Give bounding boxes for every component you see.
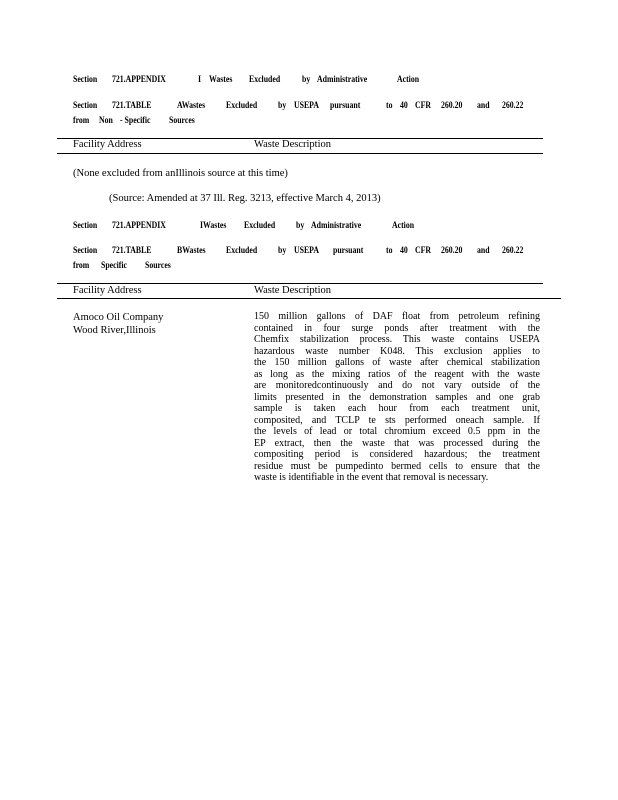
description-line: as long as the mixing ratios of the reagent with the waste bbox=[254, 368, 540, 380]
description-line: 150 million gallons of DAF float from petroleum refining bbox=[254, 311, 540, 322]
header-word: Section bbox=[73, 101, 98, 111]
description-line: EP extract, then the waste that was processed during the bbox=[254, 437, 540, 449]
header-word: Section bbox=[73, 75, 98, 85]
header-word: Excluded bbox=[244, 221, 276, 231]
header-word: to bbox=[386, 246, 393, 256]
header-word: Wastes bbox=[209, 75, 233, 85]
header-word: USEPA bbox=[294, 246, 319, 256]
header-word: USEPA bbox=[294, 101, 319, 111]
header-word: 40 bbox=[400, 246, 408, 256]
header-word: 721.APPENDIX bbox=[112, 221, 166, 231]
header-word: - Specific bbox=[120, 116, 151, 126]
header-word: by bbox=[278, 246, 287, 256]
column-header-waste: Waste Description bbox=[254, 285, 332, 296]
header-word: CFR bbox=[415, 246, 432, 256]
header-word: I bbox=[198, 75, 202, 85]
description-line: waste is identifiable in the event that removal is necessary. bbox=[254, 472, 489, 483]
header-word: and bbox=[477, 246, 490, 256]
header-word: Administrative bbox=[311, 221, 362, 231]
description-line: hazardous waste number K048. This exclusion applies to bbox=[254, 345, 540, 357]
header-word: by bbox=[296, 221, 305, 231]
header-word: by bbox=[302, 75, 311, 85]
description-line: composited, and TCLP te sts performed oneach sample. If bbox=[254, 414, 540, 426]
description-line: Chemfix stabilization process. This waste contains USEPA bbox=[254, 334, 540, 345]
column-header-waste: Waste Description bbox=[254, 139, 332, 150]
description-line: contained in four surge ponds after treatment with the bbox=[254, 322, 540, 334]
header-word: Sources bbox=[169, 116, 195, 126]
table-header-rule bbox=[57, 298, 561, 299]
header-word: Excluded bbox=[226, 246, 258, 256]
facility-name: Amoco Oil Company bbox=[73, 312, 164, 323]
header-word: 40 bbox=[400, 101, 408, 111]
header-word: pursuant bbox=[330, 101, 361, 111]
header-word: Section bbox=[73, 221, 98, 231]
column-header-facility: Facility Address bbox=[73, 139, 142, 150]
column-header-facility: Facility Address bbox=[73, 285, 142, 296]
description-line: residue must be pumpedinto bermed cells to ensure that the bbox=[254, 460, 540, 472]
header-word: 721.APPENDIX bbox=[112, 75, 166, 85]
header-word: CFR bbox=[415, 101, 432, 111]
header-word: BWastes bbox=[177, 246, 206, 256]
description-line: compositing period is considered hazardous; the treatment bbox=[254, 449, 540, 460]
header-word: pursuant bbox=[333, 246, 364, 256]
description-line: the levels of lead or total chromium exceed 0.5 ppm in the bbox=[254, 426, 540, 437]
header-word: 721.TABLE bbox=[112, 246, 152, 256]
header-word: Sources bbox=[145, 261, 171, 271]
none-excluded-note: (None excluded from anIllinois source at this time) bbox=[73, 168, 288, 179]
header-word: Excluded bbox=[226, 101, 258, 111]
header-word: Action bbox=[397, 75, 420, 85]
header-word: from bbox=[73, 261, 90, 271]
header-word: by bbox=[278, 101, 287, 111]
header-word: AWastes bbox=[177, 101, 206, 111]
header-word: Non bbox=[99, 116, 113, 126]
table-header-rule bbox=[57, 153, 543, 154]
description-line: limits presented in the demonstration samples and one grab bbox=[254, 391, 540, 403]
description-line: sample is taken each hour from each treatment unit, bbox=[254, 403, 540, 414]
source-note: (Source: Amended at 37 Ill. Reg. 3213, effective March 4, 2013) bbox=[109, 193, 381, 204]
header-word: Section bbox=[73, 246, 98, 256]
header-word: 260.22 bbox=[502, 246, 524, 256]
description-line: the 150 million gallons of waste after chemical stabilization bbox=[254, 357, 540, 368]
header-word: Administrative bbox=[317, 75, 368, 85]
description-line: are monitoredcontinuously and do not vary outside of the bbox=[254, 380, 540, 391]
header-word: Action bbox=[392, 221, 415, 231]
header-word: and bbox=[477, 101, 490, 111]
waste-description bbox=[254, 311, 540, 484]
header-word: Excluded bbox=[249, 75, 281, 85]
header-word: 260.20 bbox=[441, 246, 463, 256]
header-word: to bbox=[386, 101, 393, 111]
header-word: from bbox=[73, 116, 90, 126]
header-word: 260.22 bbox=[502, 101, 524, 111]
table-top-rule bbox=[57, 283, 543, 284]
header-word: Specific bbox=[101, 261, 127, 271]
facility-location: Wood River,Illinois bbox=[73, 325, 156, 336]
header-word: 260.20 bbox=[441, 101, 463, 111]
header-word: IWastes bbox=[200, 221, 227, 231]
header-word: 721.TABLE bbox=[112, 101, 152, 111]
